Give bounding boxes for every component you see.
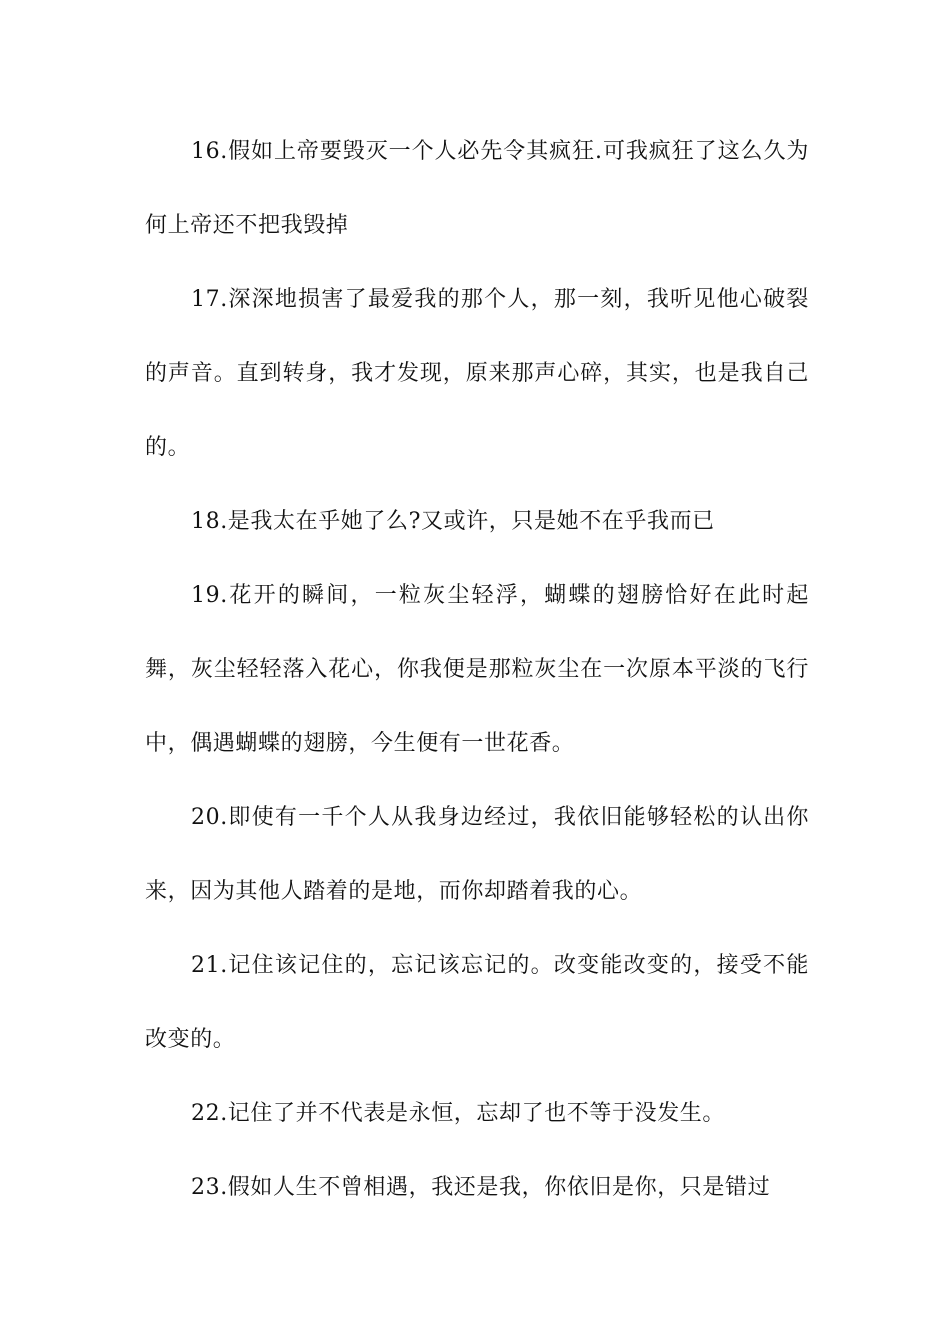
paragraph-16: 16.假如上帝要毁灭一个人必先令其疯狂.可我疯狂了这么久为何上帝还不把我毁掉 (145, 139, 809, 238)
paragraph-23: 23.假如人生不曾相遇，我还是我，你依旧是你，只是错过 (191, 1175, 771, 1200)
paragraph-22: 22.记住了并不代表是永恒，忘却了也不等于没发生。 (191, 1101, 725, 1126)
paragraph-19: 19.花开的瞬间，一粒灰尘轻浮，蝴蝶的翅膀恰好在此时起舞，灰尘轻轻落入花心，你我便是那粒灰尘在一次原本平淡的飞行中，偶遇蝴蝶的翅膀，今生便有一世花香。 (145, 583, 809, 756)
paragraph-17: 17.深深地损害了最爱我的那个人，那一刻，我听见他心破裂的声音。直到转身，我才发现，原来那声心碎，其实，也是我自己的。 (145, 287, 809, 460)
paragraph-20: 20.即使有一千个人从我身边经过，我依旧能够轻松的认出你来，因为其他人踏着的是地，而你却踏着我的心。 (145, 805, 809, 904)
paragraph-21: 21.记住该记住的，忘记该忘记的。改变能改变的，接受不能改变的。 (145, 953, 809, 1052)
paragraph-18: 18.是我太在乎她了么?又或许，只是她不在乎我而已 (191, 509, 715, 534)
document-page (145, 115, 809, 1225)
